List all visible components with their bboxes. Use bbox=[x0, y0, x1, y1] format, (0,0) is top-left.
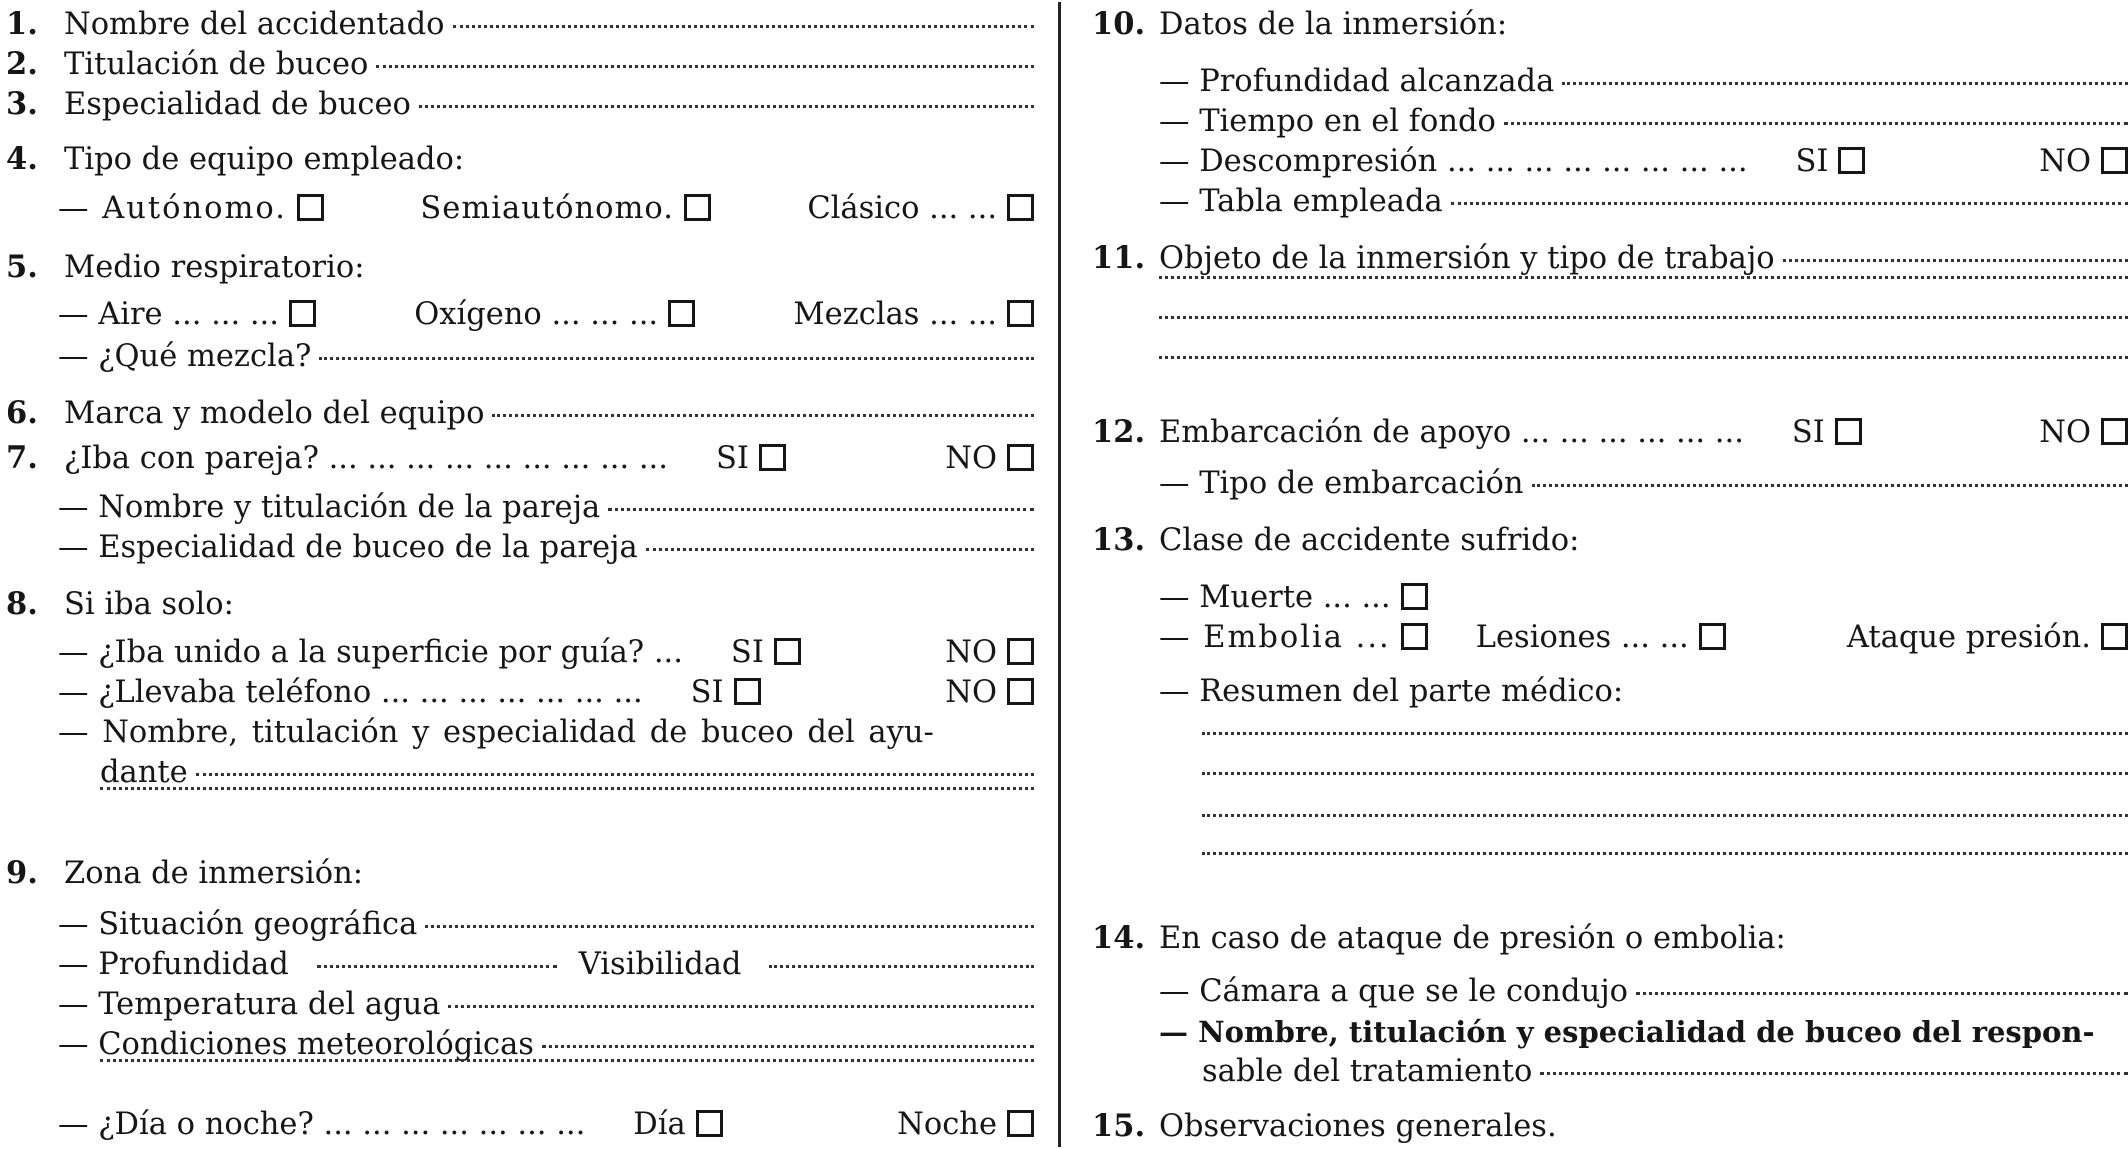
q10-profundidad-row bbox=[1159, 62, 2128, 102]
q7-especialidad-label: — Especialidad de buceo de la pareja bbox=[58, 530, 638, 565]
q12-no-checkbox[interactable] bbox=[2101, 418, 2128, 445]
q3-number: 3. bbox=[6, 86, 38, 122]
q14-tratamiento-row bbox=[1202, 1052, 2128, 1092]
q15-label: Observaciones generales. bbox=[1159, 1109, 1557, 1144]
option-autonomo-label: — Autónomo. bbox=[58, 191, 287, 226]
q11-answer-line[interactable] bbox=[1783, 259, 2128, 262]
q10-tabla-label: — Tabla empleada bbox=[1159, 184, 1443, 219]
q11-answer-line-4[interactable] bbox=[1159, 356, 2128, 359]
clasico-checkbox[interactable] bbox=[1007, 194, 1034, 221]
q4-options-row bbox=[58, 189, 1034, 229]
q9-row bbox=[6, 853, 1034, 893]
option-aire-label: — Aire ... ... ... bbox=[58, 297, 279, 332]
q8-row bbox=[6, 584, 1034, 624]
q1-row bbox=[6, 4, 1034, 44]
aire-checkbox[interactable] bbox=[289, 300, 316, 327]
q9-condiciones-answer-line[interactable] bbox=[542, 1045, 1034, 1048]
q13-lesiones-label: Lesiones ... ... bbox=[1475, 620, 1689, 655]
q9-dia-noche-row bbox=[58, 1105, 1034, 1145]
q8-guia-si-option bbox=[731, 633, 801, 673]
q13-resumen-answer-line-2[interactable] bbox=[1202, 772, 2128, 775]
q14-responsable-row bbox=[1159, 1012, 2128, 1052]
q8-extra-answer-line[interactable] bbox=[100, 787, 1034, 790]
q1-answer-line[interactable] bbox=[453, 25, 1035, 28]
q13-resumen-row bbox=[1159, 672, 2128, 712]
q9-profundidad-answer-line[interactable] bbox=[317, 965, 557, 968]
q8-telefono-si-label: SI bbox=[690, 675, 724, 710]
q12-number: 12. bbox=[1092, 414, 1146, 450]
mezclas-checkbox[interactable] bbox=[1007, 300, 1034, 327]
q13-ataque-checkbox[interactable] bbox=[2101, 623, 2128, 650]
q7-especialidad-row bbox=[58, 528, 1034, 568]
q13-lesiones-checkbox[interactable] bbox=[1699, 623, 1726, 650]
q13-line-4 bbox=[1202, 858, 2128, 898]
q12-tipo-label: — Tipo de embarcación bbox=[1159, 466, 1524, 501]
q5-row bbox=[6, 247, 1034, 287]
q7-row bbox=[6, 438, 1034, 478]
q10-profundidad-label: — Profundidad alcanzada bbox=[1159, 64, 1555, 99]
q8-guia-label: — ¿Iba unido a la superficie por guía? ... bbox=[58, 635, 683, 670]
q15-row bbox=[1092, 1106, 2128, 1146]
q13-muerte-label: — Muerte ... ... bbox=[1159, 580, 1391, 615]
q2-row bbox=[6, 44, 1034, 84]
q8-telefono-row bbox=[58, 673, 1034, 713]
q10-tiempo-row bbox=[1159, 102, 2128, 142]
q9-temperatura-label: — Temperatura del agua bbox=[58, 987, 441, 1022]
q14-camara-answer-line[interactable] bbox=[1636, 992, 2128, 995]
q3-answer-line[interactable] bbox=[419, 105, 1034, 108]
q13-line-2 bbox=[1202, 778, 2128, 818]
q8-telefono-no-option bbox=[945, 673, 1034, 713]
q10-tiempo-answer-line[interactable] bbox=[1504, 122, 2128, 125]
q10-si-option bbox=[1796, 142, 1866, 182]
q7-si-checkbox[interactable] bbox=[759, 444, 786, 471]
option-oxigeno-label: Oxígeno ... ... ... bbox=[414, 297, 659, 332]
q13-muerte-row bbox=[1159, 578, 2128, 618]
q12-tipo-answer-line[interactable] bbox=[1532, 484, 2128, 487]
q10-si-checkbox[interactable] bbox=[1838, 147, 1865, 174]
q4-row bbox=[6, 139, 1034, 179]
q9-temperatura-answer-line[interactable] bbox=[448, 1005, 1034, 1008]
q8-label: Si iba solo: bbox=[64, 587, 234, 622]
q8-ayudante-label: — Nombre, titulación y especialidad de buceo del ayu- bbox=[58, 715, 934, 750]
q13-embolia-option bbox=[1159, 618, 1428, 658]
q9-dia-checkbox[interactable] bbox=[696, 1110, 723, 1137]
q5-number: 5. bbox=[6, 249, 38, 285]
left-column bbox=[0, 0, 1040, 1149]
q8-guia-no-checkbox[interactable] bbox=[1007, 638, 1034, 665]
right-column bbox=[1092, 0, 2128, 1149]
q7-pareja-label: — Nombre y titulación de la pareja bbox=[58, 490, 601, 525]
q13-muerte-checkbox[interactable] bbox=[1401, 583, 1428, 610]
q14-label: En caso de ataque de presión o embolia: bbox=[1159, 921, 1786, 956]
q14-tratamiento-answer-line[interactable] bbox=[1540, 1072, 2128, 1075]
q8-ayudante-answer-line[interactable] bbox=[196, 773, 1034, 776]
q11-answer-line-2[interactable] bbox=[1159, 276, 2128, 279]
q5-mezcla-answer-line[interactable] bbox=[319, 357, 1034, 360]
q13-row bbox=[1092, 520, 2128, 560]
q8-telefono-no-checkbox[interactable] bbox=[1007, 678, 1034, 705]
q8-telefono-si-option bbox=[691, 673, 761, 713]
q3-label: Especialidad de buceo bbox=[64, 87, 411, 122]
q10-label: Datos de la inmersión: bbox=[1159, 7, 1508, 42]
autonomo-checkbox[interactable] bbox=[297, 194, 324, 221]
q9-visibilidad-answer-line[interactable] bbox=[769, 965, 1034, 968]
q9-dia-label: Día bbox=[633, 1107, 686, 1142]
q5-mezcla-row bbox=[58, 337, 1034, 377]
q9-temperatura-row bbox=[58, 985, 1034, 1025]
q10-no-checkbox[interactable] bbox=[2101, 147, 2128, 174]
q10-tiempo-label: — Tiempo en el fondo bbox=[1159, 104, 1496, 139]
q8-guia-no-label: NO bbox=[945, 635, 997, 670]
q5-mezcla-label: — ¿Qué mezcla? bbox=[58, 339, 312, 374]
q11-row bbox=[1092, 238, 2128, 278]
q9-extra-row bbox=[100, 1065, 1034, 1105]
q7-number: 7. bbox=[6, 440, 38, 476]
q8-telefono-label: — ¿Llevaba teléfono ... ... ... ... ... ... ... bbox=[58, 675, 643, 710]
q4-number: 4. bbox=[6, 141, 38, 177]
q12-row bbox=[1092, 412, 2128, 452]
q12-si-checkbox[interactable] bbox=[1835, 418, 1862, 445]
q9-extra-answer-line[interactable] bbox=[100, 1059, 1034, 1062]
q9-number: 9. bbox=[6, 855, 38, 891]
q9-noche-label: Noche bbox=[897, 1107, 997, 1142]
q13-label: Clase de accidente sufrido: bbox=[1159, 523, 1580, 558]
q2-number: 2. bbox=[6, 46, 38, 82]
q7-no-option bbox=[945, 439, 1034, 479]
q14-camara-label: — Cámara a que se le condujo bbox=[1159, 974, 1629, 1009]
q9-noche-option bbox=[897, 1105, 1034, 1145]
q14-number: 14. bbox=[1092, 920, 1146, 956]
q11-answer-line-3[interactable] bbox=[1159, 316, 2128, 319]
q14-camara-row bbox=[1159, 972, 2128, 1012]
option-aire bbox=[58, 295, 316, 335]
q10-descompresion-row bbox=[1159, 142, 2128, 182]
q9-dia-noche-label: — ¿Día o noche? ... ... ... ... ... ... ... bbox=[58, 1107, 586, 1142]
q7-label: ¿Iba con pareja? ... ... ... ... ... ... ... ... ... bbox=[64, 441, 668, 476]
option-mezclas-label: Mezclas ... ... bbox=[793, 297, 997, 332]
q7-pareja-answer-line[interactable] bbox=[608, 508, 1034, 511]
q9-situacion-answer-line[interactable] bbox=[425, 925, 1034, 928]
option-clasico-label: Clásico ... ... bbox=[807, 191, 998, 226]
q8-dante-label: dante bbox=[100, 755, 188, 790]
q13-tipos-row bbox=[1159, 618, 2128, 658]
q11-number: 11. bbox=[1092, 240, 1146, 276]
q3-row bbox=[6, 84, 1034, 124]
q12-label: Embarcación de apoyo ... ... ... ... ... ... bbox=[1159, 415, 1744, 450]
q9-situacion-label: — Situación geográfica bbox=[58, 907, 418, 942]
q8-guia-si-checkbox[interactable] bbox=[774, 638, 801, 665]
semiautonomo-checkbox[interactable] bbox=[684, 194, 711, 221]
q9-condiciones-label: — Condiciones meteorológicas bbox=[58, 1027, 534, 1062]
q5-options-row bbox=[58, 295, 1034, 335]
q2-answer-line[interactable] bbox=[376, 65, 1034, 68]
option-mezclas bbox=[793, 295, 1034, 335]
oxigeno-checkbox[interactable] bbox=[668, 300, 695, 327]
option-autonomo bbox=[58, 189, 324, 229]
q12-tipo-row bbox=[1159, 464, 2128, 504]
q8-telefono-si-checkbox[interactable] bbox=[734, 678, 761, 705]
q14-tratamiento-label: sable del tratamiento bbox=[1202, 1054, 1533, 1089]
q6-number: 6. bbox=[6, 395, 38, 431]
q14-responsable-label: — Nombre, titulación y especialidad de buceo del respon- bbox=[1159, 1015, 2095, 1049]
q12-si-option bbox=[1792, 413, 1862, 453]
q10-no-option bbox=[2039, 142, 2128, 182]
q13-resumen-answer-line-4[interactable] bbox=[1202, 852, 2128, 855]
q8-guia-no-option bbox=[945, 633, 1034, 673]
q13-embolia-checkbox[interactable] bbox=[1401, 623, 1428, 650]
q13-resumen-label: — Resumen del parte médico: bbox=[1159, 674, 1624, 709]
q6-label: Marca y modelo del equipo bbox=[64, 396, 485, 431]
q9-label: Zona de inmersión: bbox=[64, 856, 363, 891]
column-divider bbox=[1058, 2, 1061, 1147]
q14-row bbox=[1092, 918, 2128, 958]
q7-pareja-row bbox=[58, 488, 1034, 528]
q10-si-label: SI bbox=[1795, 144, 1829, 179]
q4-label: Tipo de equipo empleado: bbox=[64, 142, 465, 177]
q10-tabla-row bbox=[1159, 182, 2128, 222]
q2-label: Titulación de buceo bbox=[64, 47, 369, 82]
q13-resumen-answer-line-3[interactable] bbox=[1202, 814, 2128, 817]
q8-guia-si-label: SI bbox=[730, 635, 764, 670]
q6-answer-line[interactable] bbox=[492, 414, 1034, 417]
q7-si-option bbox=[716, 439, 786, 479]
q8-telefono-no-label: NO bbox=[945, 675, 997, 710]
q1-label: Nombre del accidentado bbox=[64, 7, 445, 42]
q7-si-label: SI bbox=[715, 441, 749, 476]
q9-dia-option bbox=[633, 1105, 722, 1145]
q9-profundidad-label: — Profundidad bbox=[58, 947, 289, 982]
q10-row bbox=[1092, 4, 2128, 44]
q8-ayudante-row bbox=[58, 713, 1034, 753]
option-oxigeno bbox=[414, 295, 695, 335]
q13-muerte-option bbox=[1159, 578, 1428, 618]
q7-no-label: NO bbox=[945, 441, 997, 476]
q7-no-checkbox[interactable] bbox=[1007, 444, 1034, 471]
q5-label: Medio respiratorio: bbox=[64, 250, 365, 285]
q10-number: 10. bbox=[1092, 6, 1146, 42]
option-semiautonomo bbox=[420, 189, 711, 229]
q10-no-label: NO bbox=[2039, 144, 2091, 179]
q6-row bbox=[6, 393, 1034, 433]
q12-no-label: NO bbox=[2039, 415, 2091, 450]
q13-resumen-answer-line-1[interactable] bbox=[1202, 732, 2128, 735]
q12-no-option bbox=[2039, 413, 2128, 453]
q9-noche-checkbox[interactable] bbox=[1007, 1110, 1034, 1137]
q12-si-label: SI bbox=[1791, 415, 1825, 450]
q13-number: 13. bbox=[1092, 522, 1146, 558]
q13-ataque-label: Ataque presión. bbox=[1846, 620, 2091, 655]
q13-embolia-label: — Embolia ... bbox=[1159, 620, 1391, 655]
q8-number: 8. bbox=[6, 586, 38, 622]
option-semiautonomo-label: Semiautónomo. bbox=[420, 191, 674, 226]
option-clasico bbox=[807, 189, 1034, 229]
q11-label: Objeto de la inmersión y tipo de trabajo bbox=[1159, 241, 1775, 276]
q13-ataque-option bbox=[1847, 618, 2128, 658]
q9-visibilidad-label: Visibilidad bbox=[578, 947, 742, 982]
q10-tabla-answer-line[interactable] bbox=[1451, 202, 2128, 205]
q9-profundidad-row bbox=[58, 945, 1034, 985]
q13-lesiones-option bbox=[1476, 618, 1726, 658]
q11-line-4 bbox=[1159, 362, 2128, 402]
q15-number: 15. bbox=[1092, 1108, 1146, 1144]
q9-situacion-row bbox=[58, 905, 1034, 945]
q8-guia-row bbox=[58, 633, 1034, 673]
q10-profundidad-answer-line[interactable] bbox=[1562, 82, 2128, 85]
q7-especialidad-answer-line[interactable] bbox=[646, 548, 1034, 551]
q8-extra-row bbox=[100, 793, 1034, 833]
q1-number: 1. bbox=[6, 6, 38, 42]
q10-descompresion-label: — Descompresión ... ... ... ... ... ... ... ... bbox=[1159, 144, 1748, 179]
